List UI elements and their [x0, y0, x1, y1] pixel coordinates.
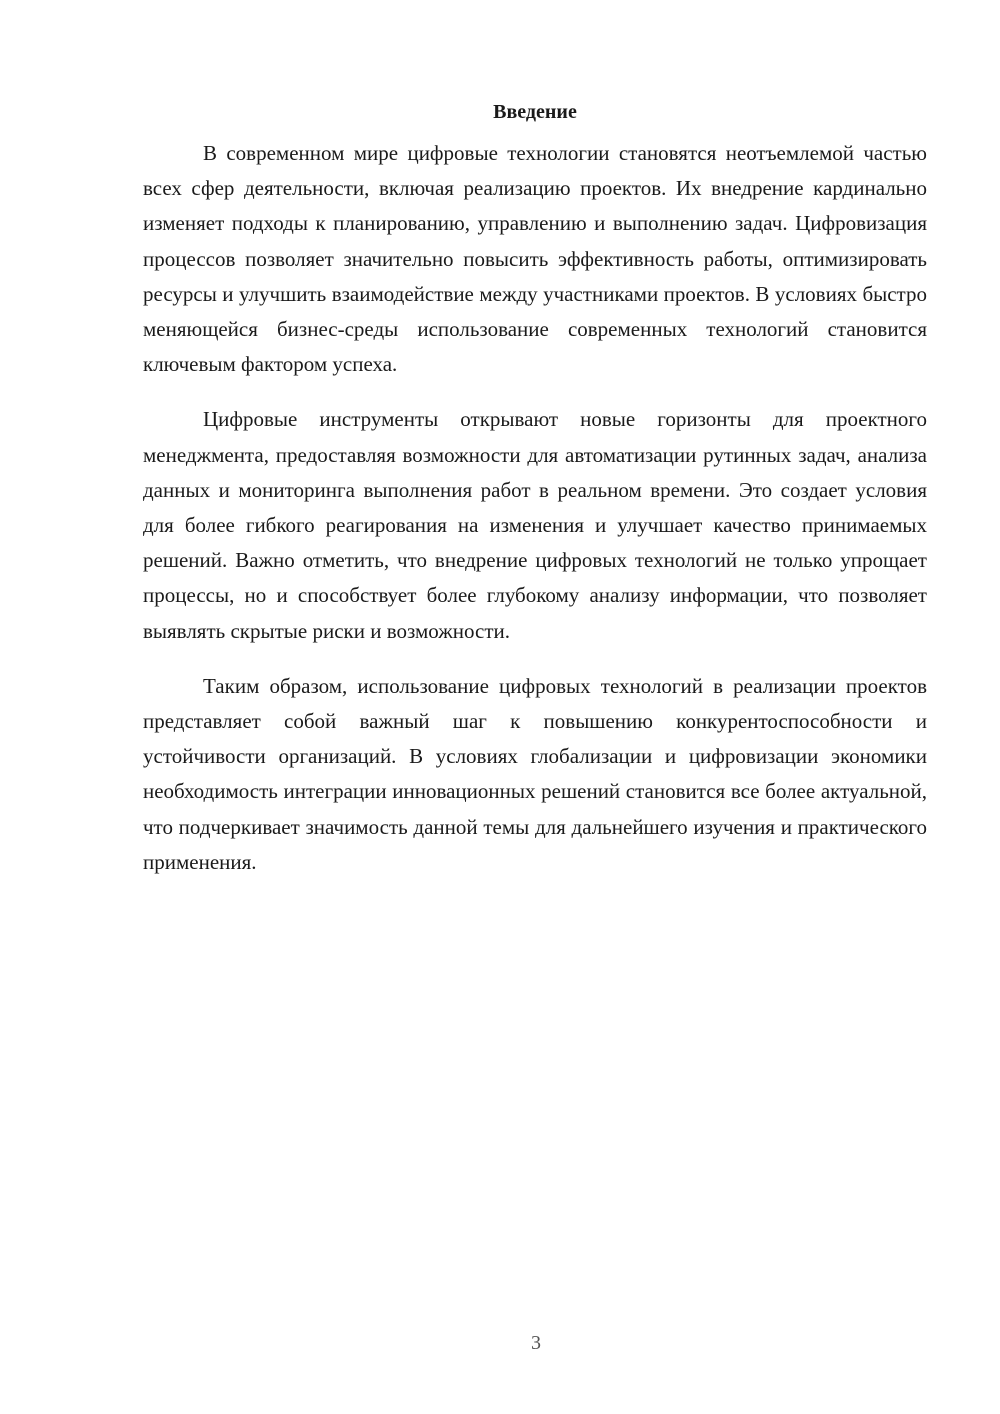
paragraph-3: Таким образом, использование цифровых технологий в реализации проектов представляет собой важный шаг к повышению конкурентоспособности и устойчивости организаций. В условиях глобализации и цифровизации экономики необходимость интеграции инновационных решений становится все более актуальной, что подчеркивает значимость данной темы для дальнейшего изучения и практического применения.	[143, 673, 927, 874]
page-number: 3	[531, 1332, 541, 1354]
page-content	[143, 95, 927, 900]
paragraph-2: Цифровые инструменты открывают новые горизонты для проектного менеджмента, предоставляя возможности для автоматизации рутинных задач, анализа данных и мониторинга выполнения работ в реальном времени. Это создает условия для более гибкого реагирования на изменения и улучшает качество принимаемых решений. Важно отметить, что внедрение цифровых технологий не только упрощает процессы, но и способствует более глубокому анализу информации, что позволяет выявлять скрытые риски и возможности.	[143, 407, 927, 643]
paragraph-1: В современном мире цифровые технологии становятся неотъемлемой частью всех сфер деятельности, включая реализацию проектов. Их внедрение кардинально изменяет подходы к планированию, управлению и выполнению задач. Цифровизация процессов позволяет значительно повысить эффективность работы, оптимизировать ресурсы и улучшить взаимодействие между участниками проектов. В условиях быстро меняющейся бизнес-среды использование современных технологий становится ключевым фактором успеха.	[143, 141, 927, 377]
section-heading: Введение	[493, 101, 577, 123]
